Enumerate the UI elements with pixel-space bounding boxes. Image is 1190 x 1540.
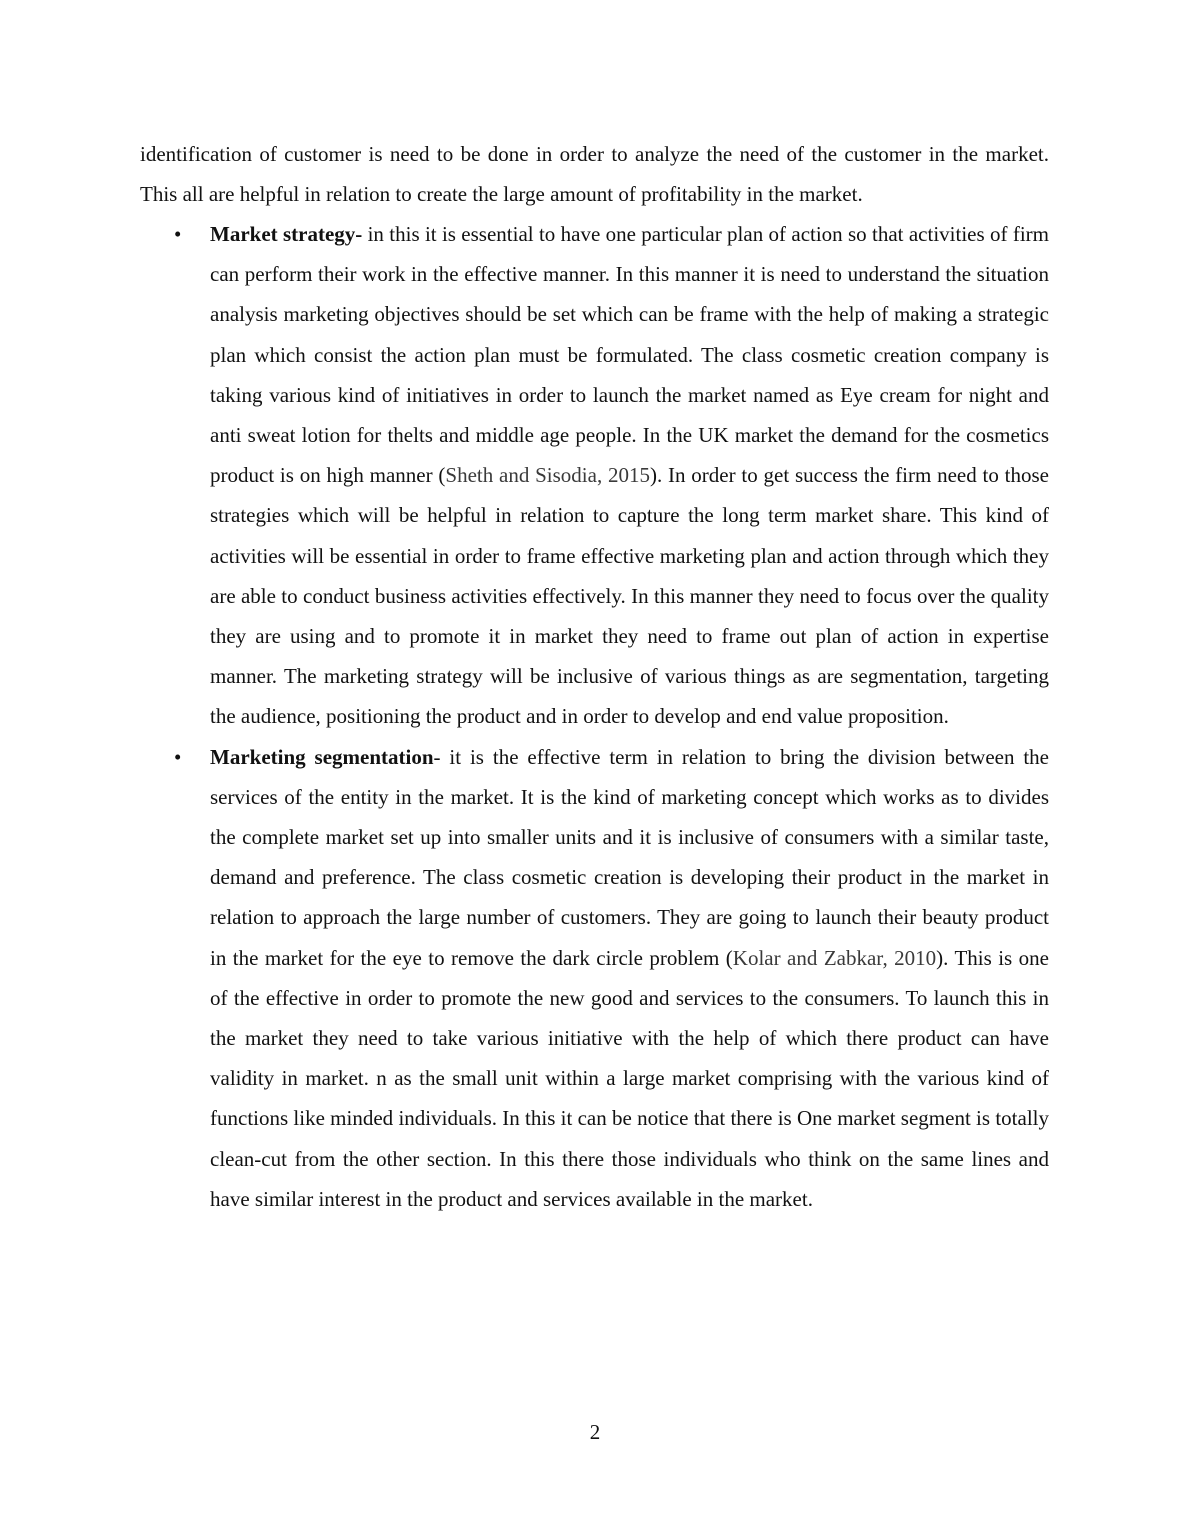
bullet-item-marketing-segmentation	[174, 737, 1050, 1219]
citation: Kolar and Zabkar, 2010	[732, 945, 937, 970]
page-number: 2	[589, 1420, 601, 1444]
intro-paragraph: identification of customer is need to be done in order to analyze the need of the customer in the market. This all are helpful in relation to create the large amount of profitability in the market.	[140, 142, 1049, 207]
bullet-text-continued: ). This is one of the effective in order to promote the new good and services to the consumers. To launch this in the market they need to take various initiative with the help of which there product can have validity in market. n as the small unit within a large market comprising with the various kind of functions like minded individuals. In this it can be notice that there is One market segment is totally clean-cut from the other section. In this there those individuals who think on the same lines and have similar interest in the product and services available in the market.	[210, 945, 1049, 1211]
bullet-point-icon: •	[174, 222, 182, 246]
bullet-text: - it is the effective term in relation to bring the division between the services of the entity in the market. It is the kind of marketing concept which works as to divides the complete market set up into smaller units and it is inclusive of consumers with a similar taste, demand and preference. The class cosmetic creation is developing their product in the market in relation to approach the large number of customers. They are going to launch their beauty product in the market for the eye to remove the dark circle problem (	[210, 744, 1050, 970]
bullet-point-icon: •	[174, 744, 182, 769]
bullet-item-market-strategy	[174, 214, 1049, 737]
bullet-list	[0, 214, 1190, 1219]
citation: Sheth and Sisodia, 2015	[445, 463, 650, 488]
bullet-text-continued: ). In order to get success the firm need to those strategies which will be helpful in relation to capture the long term market share. This kind of activities will be essential in order to frame effective marketing plan and action through which they are able to conduct business activities effectively. In this manner they need to focus over the quality they are using and to promote it in market they need to frame out plan of action in expertise manner. The marketing strategy will be inclusive of various things as are segmentation, targeting the audience, positioning the product and in order to develop and end value proposition.	[210, 463, 1049, 729]
bullet-term: Market strategy-	[210, 222, 363, 246]
bullet-text: in this it is essential to have one particular plan of action so that activities of firm can perform their work in the effective manner. In this manner it is need to understand the situation analysis marketing objectives should be set which can be frame with the help of making a strategic plan which consist the action plan must be formulated. The class cosmetic creation company is taking various kind of initiatives in order to launch the market named as Eye cream for night and anti sweat lotion for thelts and middle age people. In the UK market the demand for the cosmetics product is on high manner (	[210, 222, 1049, 488]
bullet-term: Marketing segmentation	[210, 744, 434, 769]
